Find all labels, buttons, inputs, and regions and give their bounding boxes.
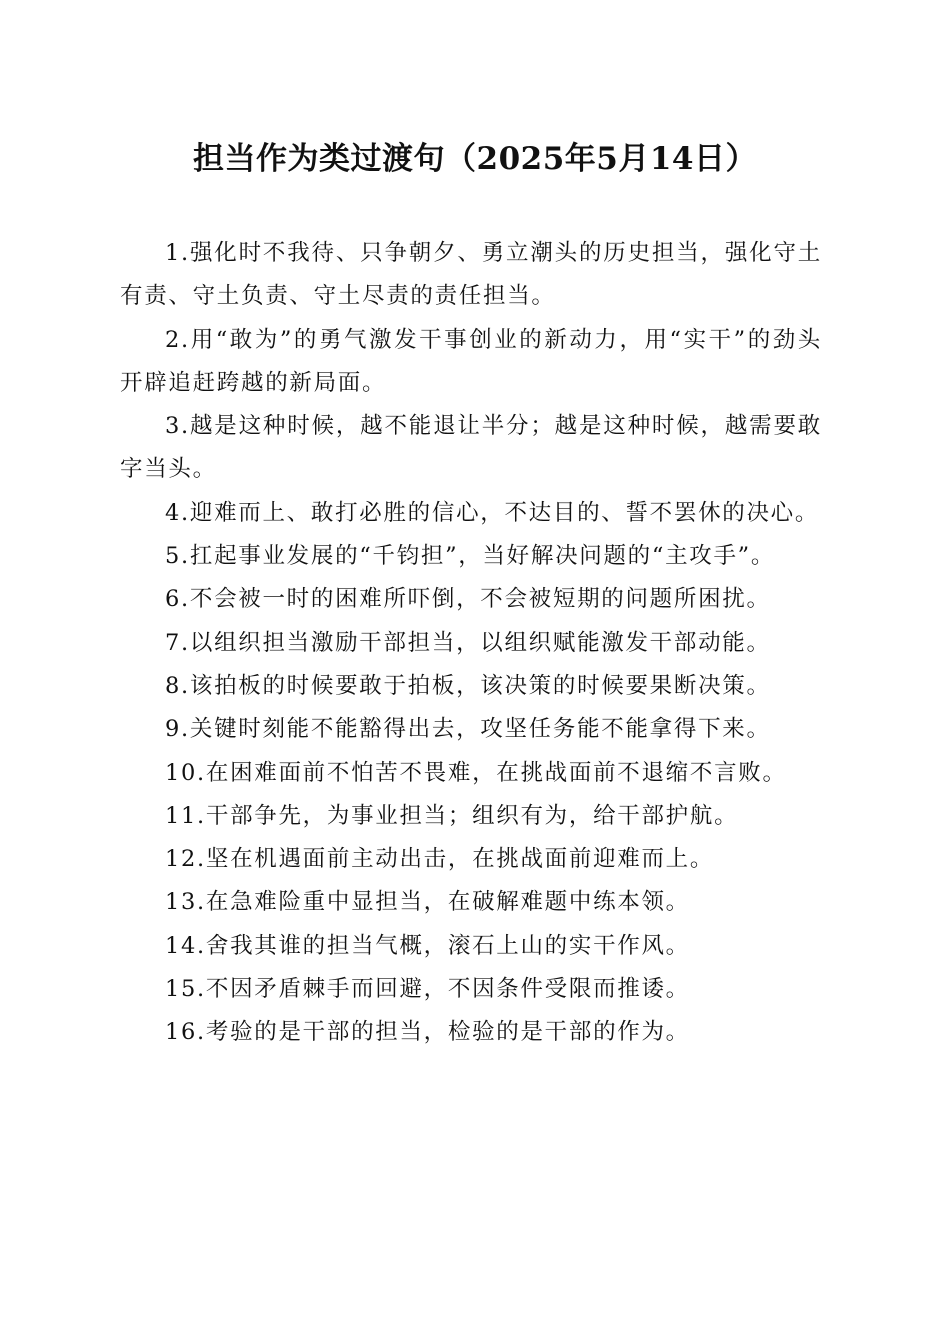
paragraph-1: 1.强化时不我待、只争朝夕、勇立潮头的历史担当，强化守土有责、守土负责、守土尽责的责任担当。 bbox=[120, 240, 822, 310]
paragraph-5: 5.扛起事业发展的“千钧担”，当好解决问题的“主攻手”。 bbox=[165, 543, 776, 570]
paragraph-7: 7.以组织担当激励干部担当，以组织赋能激发干部动能。 bbox=[165, 629, 771, 656]
paragraph-15: 15.不因矛盾棘手而回避，不因条件受限而推诿。 bbox=[165, 976, 690, 1003]
paragraph-2: 2.用“敢为”的勇气激发干事创业的新动力，用“实干”的劲头开辟追赶跨越的新局面。 bbox=[120, 326, 822, 396]
document-body bbox=[120, 232, 822, 1055]
paragraph-9: 9.关键时刻能不能豁得出去，攻坚任务能不能拿得下来。 bbox=[165, 716, 771, 743]
paragraph-12: 12.坚在机遇面前主动出击，在挑战面前迎难而上。 bbox=[165, 846, 715, 873]
page-title: 担当作为类过渡句（2025年5月14日） bbox=[193, 141, 757, 177]
paragraph-4: 4.迎难而上、敢打必胜的信心，不达目的、誓不罢休的决心。 bbox=[165, 499, 820, 526]
paragraph-11: 11.干部争先，为事业担当；组织有为，给干部护航。 bbox=[165, 802, 739, 829]
paragraph-8: 8.该拍板的时候要敢于拍板，该决策的时候要果断决策。 bbox=[165, 672, 771, 699]
paragraph-13: 13.在急难险重中显担当，在破解难题中练本领。 bbox=[165, 889, 690, 916]
paragraph-14: 14.舍我其谁的担当气概，滚石上山的实干作风。 bbox=[165, 932, 690, 959]
paragraph-10: 10.在困难面前不怕苦不畏难，在挑战面前不退缩不言败。 bbox=[165, 759, 787, 786]
paragraph-6: 6.不会被一时的困难所吓倒，不会被短期的问题所困扰。 bbox=[165, 586, 771, 613]
paragraph-3: 3.越是这种时候，越不能退让半分；越是这种时候，越需要敢字当头。 bbox=[120, 413, 822, 483]
paragraph-16: 16.考验的是干部的担当，检验的是干部的作为。 bbox=[165, 1019, 690, 1046]
